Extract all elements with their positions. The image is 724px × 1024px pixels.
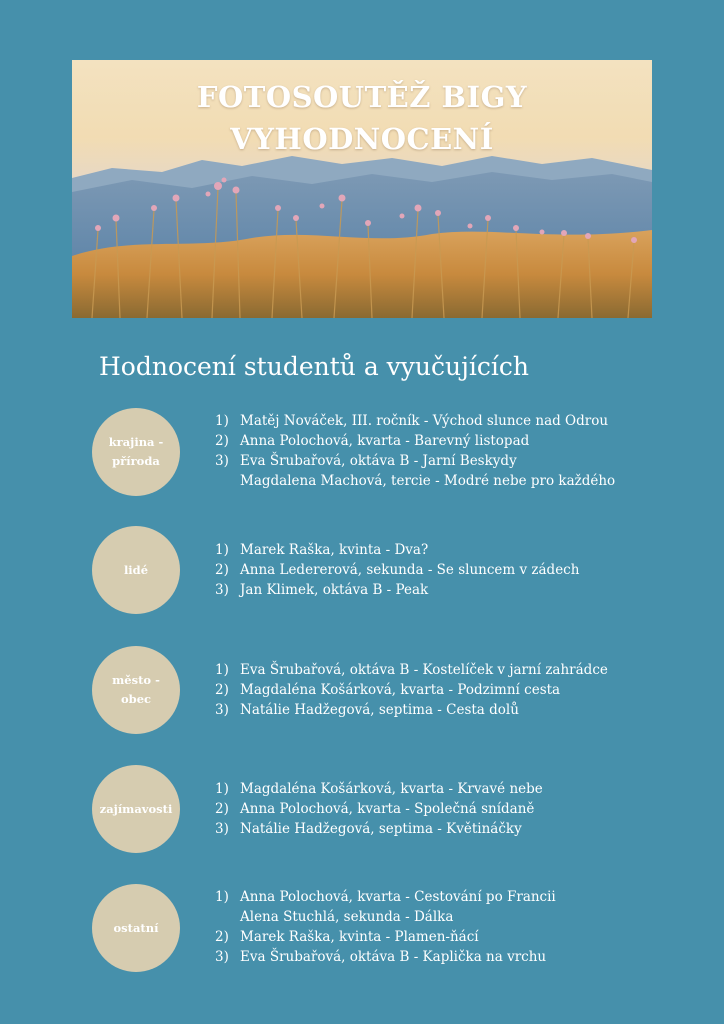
list-item	[215, 819, 685, 839]
list-number: 2)	[215, 682, 229, 698]
list-number: 2)	[215, 801, 229, 817]
entry-text: Magdaléna Košárková, kvarta - Podzimní cesta	[240, 682, 561, 698]
list-number: 1)	[215, 662, 229, 678]
list-item	[215, 700, 685, 720]
list-item	[215, 431, 685, 451]
category-label-line-1: lidé	[123, 562, 149, 577]
list-number: 3)	[215, 949, 229, 965]
banner-title-line-1: FOTOSOUTĚŽ BIGY	[196, 80, 528, 114]
entry-text: Marek Raška, kvinta - Dva?	[240, 542, 429, 558]
entry-text: Natálie Hadžegová, septima - Květináčky	[240, 821, 522, 837]
list-item	[215, 580, 685, 600]
entry-text: Anna Polochová, kvarta - Barevný listopad	[240, 433, 530, 449]
category-badge-mesto	[92, 646, 180, 734]
entry-text: Jan Klimek, oktáva B - Peak	[240, 582, 429, 598]
entry-text: Eva Šrubařová, oktáva B - Kaplička na vrchu	[240, 949, 547, 965]
category-badge-ostatni	[92, 884, 180, 972]
list-number: 1)	[215, 889, 229, 905]
category-label-line-1: krajina -	[108, 435, 164, 449]
winners-list-zajimavosti	[215, 779, 685, 839]
entry-text: Natálie Hadžegová, septima - Cesta dolů	[240, 702, 519, 718]
banner-title	[72, 76, 652, 160]
category-badge-krajina	[92, 408, 180, 496]
entry-text: Eva Šrubařová, oktáva B - Kostelíček v jarní zahrádce	[240, 662, 608, 678]
list-item	[215, 660, 685, 680]
section-title: Hodnocení studentů a vyučujících	[99, 352, 529, 381]
category-badge-zajimavosti	[92, 765, 180, 853]
category-label-line-2: obec	[120, 692, 152, 706]
list-number: 1)	[215, 542, 229, 558]
list-number: 1)	[215, 413, 229, 429]
list-number: 2)	[215, 562, 229, 578]
entry-text: Anna Polochová, kvarta - Cestování po Francii	[240, 889, 556, 905]
list-item	[215, 680, 685, 700]
list-number: 3)	[215, 453, 229, 469]
list-number: 3)	[215, 582, 229, 598]
list-item	[215, 779, 685, 799]
list-number: 3)	[215, 821, 229, 837]
list-number: 1)	[215, 781, 229, 797]
list-item	[215, 411, 685, 431]
category-label-line-2: příroda	[112, 454, 160, 468]
list-item	[215, 907, 685, 927]
list-item	[215, 560, 685, 580]
entry-text: Anna Polochová, kvarta - Společná snídaně	[240, 801, 535, 817]
list-number: 2)	[215, 433, 229, 449]
list-item	[215, 451, 685, 471]
banner-title-line-2: VYHODNOCENÍ	[230, 122, 494, 156]
category-badge-lide	[92, 526, 180, 614]
category-label-line-1: město -	[112, 673, 160, 687]
list-item	[215, 927, 685, 947]
entry-text: Marek Raška, kvinta - Plamen-ňácí	[240, 929, 479, 945]
entry-text: Alena Stuchlá, sekunda - Dálka	[240, 909, 454, 925]
entry-text: Anna Ledererová, sekunda - Se sluncem v zádech	[240, 562, 580, 578]
header-banner	[72, 60, 652, 318]
list-item	[215, 799, 685, 819]
list-number: 2)	[215, 929, 229, 945]
list-number: 3)	[215, 702, 229, 718]
entry-text: Magdalena Machová, tercie - Modré nebe pro každého	[240, 473, 616, 489]
winners-list-krajina	[215, 411, 685, 491]
list-item	[215, 947, 685, 967]
entry-text: Magdaléna Košárková, kvarta - Krvavé nebe	[240, 781, 543, 797]
entry-text: Eva Šrubařová, oktáva B - Jarní Beskydy	[240, 453, 517, 469]
list-item	[215, 540, 685, 560]
category-label-line-1: ostatní	[113, 920, 159, 935]
winners-list-ostatni	[215, 887, 685, 967]
winners-list-lide	[215, 540, 685, 600]
list-item	[215, 471, 685, 491]
entry-text: Matěj Nováček, III. ročník - Východ slunce nad Odrou	[240, 413, 609, 429]
category-label-line-1: zajímavosti	[99, 801, 173, 816]
list-item	[215, 887, 685, 907]
winners-list-mesto	[215, 660, 685, 720]
